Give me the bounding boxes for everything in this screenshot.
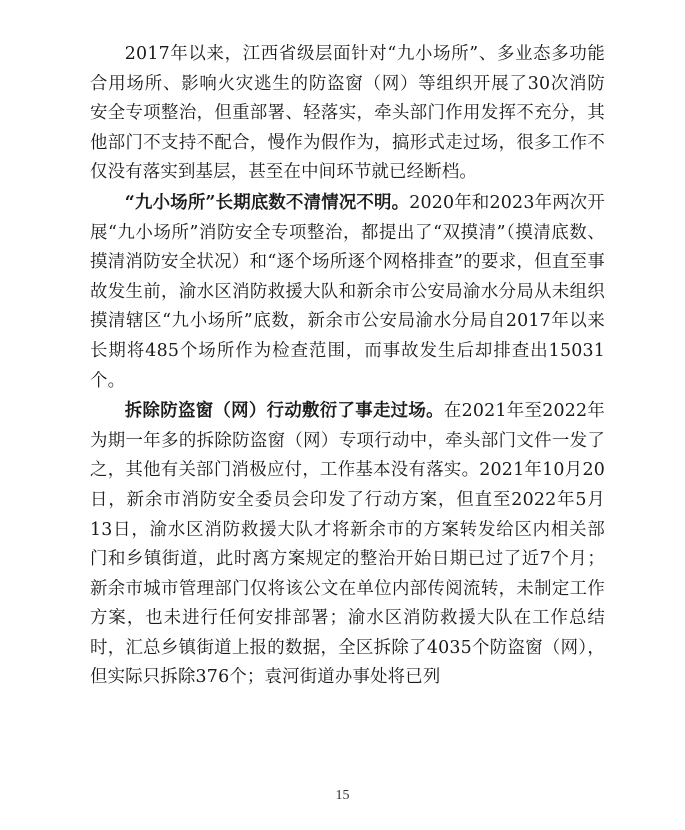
page-number: 15	[335, 788, 350, 803]
paragraph-1-text: 2017年以来，江西省级层面针对“九小场所”、多业态多功能合用场所、影响火灾逃生的防盗窗（网）等组织开展了30次消防安全专项整治，但重部署、轻落实，牵头部门作用发挥不充分，其他部门不支持不配合，慢作为假作为，搞形式走过场，很多工作不仅没有落实到基层，甚至在中间环节就已经断档。	[90, 44, 605, 183]
body-text	[90, 40, 605, 693]
paragraph-1	[90, 40, 605, 188]
paragraph-3-text: 在2021年至2022年为期一年多的拆除防盗窗（网）专项行动中，牵头部门文件一发了之，其他有关部门消极应付，工作基本没有落实。2021年10月20日，新余市消防安全委员会印发了行动方案，但直至2022年5月13日，渝水区消防救援大队才将新余市的方案转发给区内相关部门和乡镇街道，此时离方案规定的整治开始日期已过了近7个月；新余市城市管理部门仅将该公文在单位内部传阅流转，未制定工作方案，也未进行任何安排部署；渝水区消防救援大队在工作总结时，汇总乡镇街道上报的数据，全区拆除了4035个防盗窗（网），但实际只拆除376个；袁河街道办事处将已列	[90, 401, 605, 688]
paragraph-3-heading: 拆除防盗窗（网）行动敷衍了事走过场。	[124, 401, 444, 422]
paragraph-3	[90, 397, 605, 693]
paragraph-2-heading: “九小场所”长期底数不清情况不明。	[124, 192, 410, 213]
paragraph-2-text: 2020年和2023年两次开展“九小场所”消防安全专项整治，都提出了“双摸清”（摸清底数、摸清消防安全状况）和“逐个场所逐个网格排查”的要求，但直至事故发生前，渝水区消防救援大队和新余市公安局渝水分局从未组织摸清辖区“九小场所”底数，新余市公安局渝水分局自2017年以来长期将485个场所作为检查范围，而事故发生后却排查出15031个。	[90, 192, 605, 391]
paragraph-2	[90, 189, 605, 396]
